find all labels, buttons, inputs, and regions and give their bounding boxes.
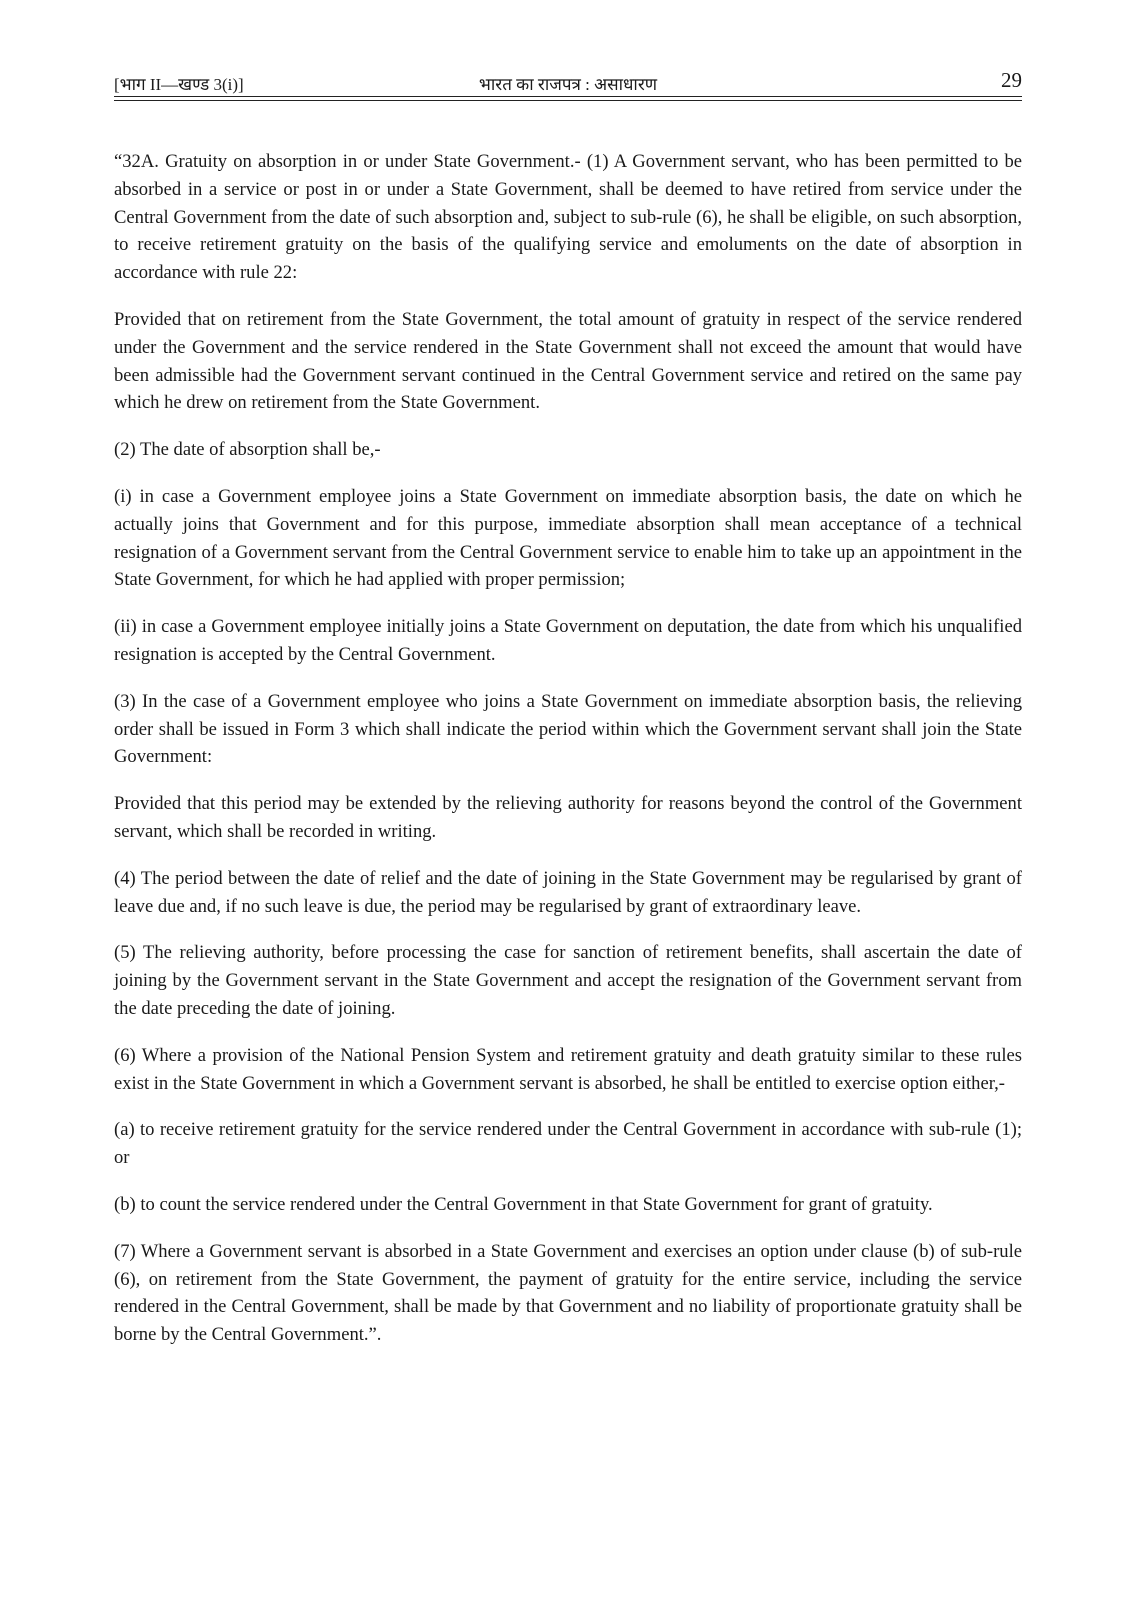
paragraph-clause-b: (b) to count the service rendered under the Central Government in that State Government for grant of gratuity. — [114, 1193, 933, 1215]
paragraph-rule-32a-1: “32A. Gratuity on absorption in or under State Government.- (1) A Government servant, who has been permitted to be absorbed in a service or post in or under a State Government, shall be deemed to have retired from service under the Central Government from the date of such absorption and, subject to sub-rule (6), he shall be eligible, on such absorption, to receive retirement gratuity on the basis of the qualifying service and emoluments on the date of absorption in accordance with rule 22: — [114, 151, 1022, 284]
paragraph-subrule-6: (6) Where a provision of the National Pension System and retirement gratuity and death gratuity similar to these rules exist in the State Government in which a Government servant is absorbed, he shall be entitled to exercise option either,- — [114, 1044, 1022, 1094]
paragraph-subrule-4: (4) The period between the date of relief and the date of joining in the State Government may be regularised by grant of leave due and, if no such leave is due, the period may be regularised by grant of extraordinary leave. — [114, 867, 1022, 917]
page-header — [114, 68, 1022, 98]
header-rule — [114, 96, 1022, 97]
paragraph-proviso-2: Provided that this period may be extended by the relieving authority for reasons beyond the control of the Government servant, which shall be recorded in writing. — [114, 793, 1022, 842]
paragraph-clause-i: (i) in case a Government employee joins a State Government on immediate absorption basis, the date on which he actually joins that Government and for this purpose, immediate absorption shall mean acceptance of a technical resignation of a Government servant from the Central Government service to enable him to take up an appointment in the State Government, for which he had applied with proper permission; — [114, 485, 1022, 591]
paragraph-proviso-1: Provided that on retirement from the State Government, the total amount of gratuity in respect of the service rendered under the Government and the service rendered in the State Government shall not exceed the amount that would have been admissible had the Government servant continued in the Central Government service and retired on the same pay which he drew on retirement from the State Government. — [114, 308, 1022, 414]
header-part-section: [भाग II—खण्ड 3(i)] — [114, 75, 244, 94]
paragraph-subrule-3: (3) In the case of a Government employee who joins a State Government on immediate absorption basis, the relieving order shall be issued in Form 3 which shall indicate the period within which the Government servant shall join the State Government: — [114, 690, 1022, 768]
page-number: 29 — [1001, 68, 1022, 92]
paragraph-subrule-2: (2) The date of absorption shall be,- — [114, 439, 381, 461]
paragraph-clause-a: (a) to receive retirement gratuity for the service rendered under the Central Government in accordance with sub-rule (1); or — [114, 1119, 1022, 1169]
paragraph-clause-ii: (ii) in case a Government employee initially joins a State Government on deputation, the date from which his unqualified resignation is accepted by the Central Government. — [114, 616, 1022, 665]
paragraph-subrule-5: (5) The relieving authority, before processing the case for sanction of retirement benefits, shall ascertain the date of joining by the Government servant in the State Government and accept the resignation of the Government servant from the date preceding the date of joining. — [114, 942, 1022, 1019]
document-body — [114, 148, 1022, 1368]
paragraph-subrule-7: (7) Where a Government servant is absorbed in a State Government and exercises an option under clause (b) of sub-rule (6), on retirement from the State Government, the payment of gratuity for the entire service, including the service rendered in the Central Government, shall be made by that Government and no liability of proportionate gratuity shall be borne by the Central Government.”. — [114, 1240, 1022, 1346]
header-gazette-title: भारत का राजपत्र : असाधारण — [478, 75, 658, 94]
header-rule — [114, 100, 1022, 101]
